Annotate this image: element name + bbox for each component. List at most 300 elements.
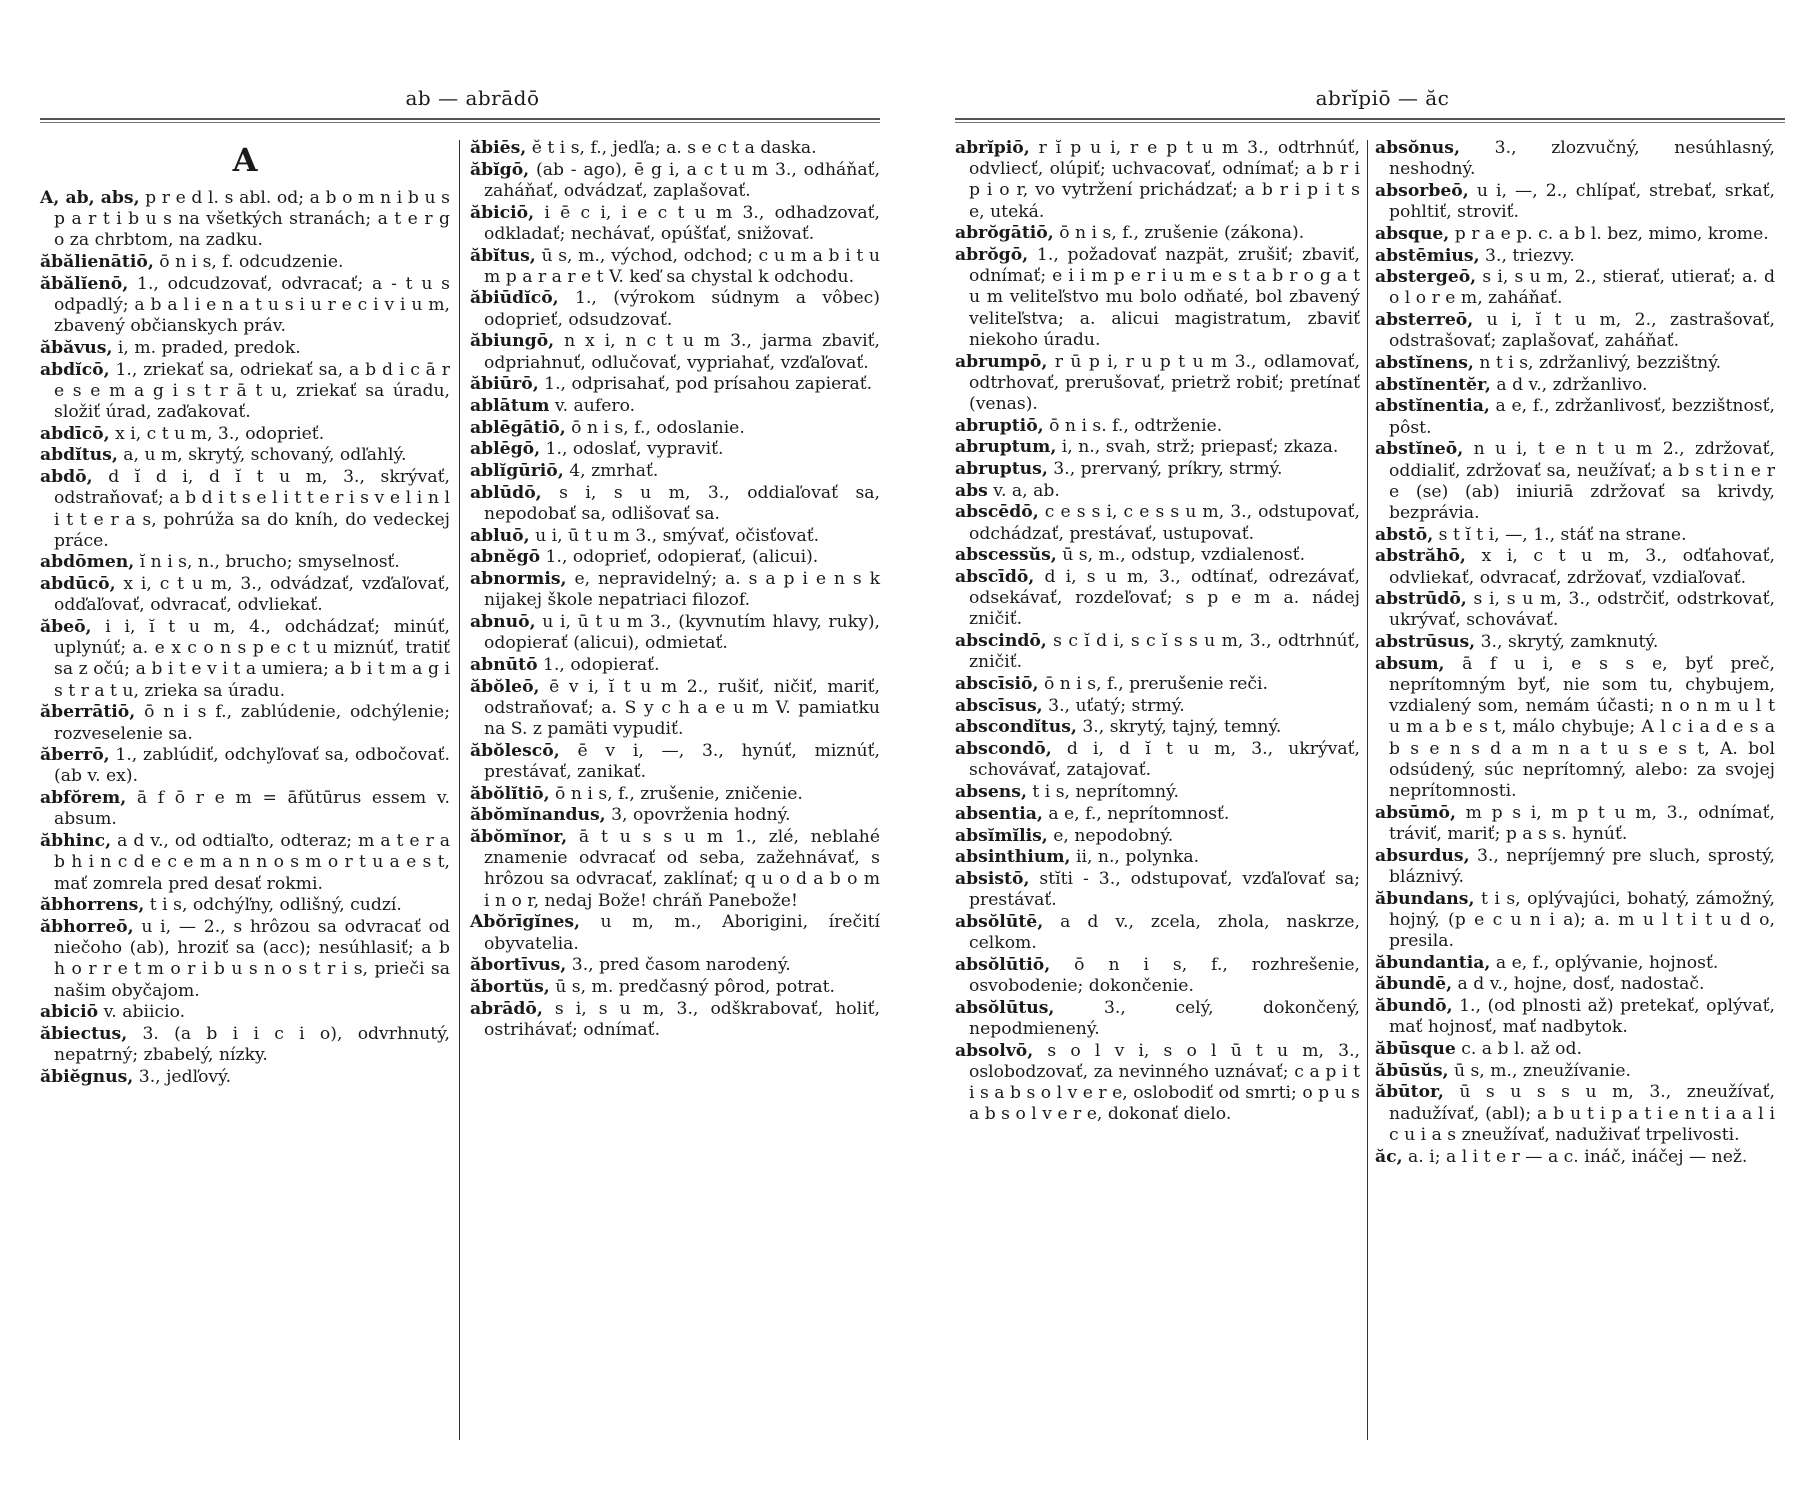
dictionary-entry — [955, 674, 1360, 695]
entry-headword: ăbŏmĭnandus, — [470, 805, 606, 826]
entry-headword: ăbortīvus, — [470, 955, 567, 976]
entry-definition: ō n i s, f., rozhrešenie, osvobodenie; dokončenie. — [969, 954, 1360, 996]
dictionary-entry — [1375, 632, 1775, 653]
entry-definition: ō n i s, f., zrušenie (zákona). — [1053, 223, 1305, 244]
dictionary-entry — [955, 481, 1360, 502]
dictionary-entry — [470, 396, 880, 417]
dictionary-entry — [470, 526, 880, 547]
entry-headword: abrŏgō, — [955, 245, 1029, 266]
entry-definition: ē v i, —, 3., hynúť, miznúť, prestávať, zanikať. — [484, 740, 880, 782]
entry-headword: abstrăhō, — [1375, 546, 1466, 567]
column-2 — [470, 138, 880, 1042]
entry-definition: 3., zlozvučný, nesúhlasný, neshodný. — [1389, 138, 1775, 180]
dictionary-entry — [1375, 375, 1775, 396]
dictionary-entry — [955, 352, 1360, 416]
entry-definition: e, nepodobný. — [1047, 825, 1174, 846]
entry-headword: absens, — [955, 782, 1027, 803]
entry-headword: absŏlūtē, — [955, 911, 1044, 932]
dictionary-entry — [470, 483, 880, 525]
entry-headword: absistō, — [955, 868, 1030, 889]
dictionary-entry — [955, 437, 1360, 458]
dictionary-entry — [470, 955, 880, 976]
entry-headword: ăberrō, — [40, 745, 110, 766]
entry-headword: absum, — [1375, 653, 1445, 674]
dictionary-entry — [40, 1067, 450, 1088]
dictionary-entry — [1375, 803, 1775, 845]
entry-definition: ē v i, ĭ t u m 2., rušiť, ničiť, mariť, odstraňovať; a. S y c h a e u m V. pamiatku na S. z pamäti vypudiť. — [484, 676, 880, 739]
entry-definition: u i, —, 2., chlípať, strebať, srkať, pohltiť, stroviť. — [1389, 180, 1775, 223]
entry-definition: s i, s u m, 3., odškrabovať, holiť, ostrihávať; odnímať. — [484, 998, 880, 1040]
dictionary-entry — [955, 631, 1360, 673]
dictionary-entry — [40, 895, 450, 916]
entry-headword: ăbălĭenō, — [40, 273, 129, 294]
entry-definition: ĕ t i s, f., jedľa; a. s e c t a daska. — [526, 138, 817, 158]
dictionary-entry — [40, 188, 450, 252]
dictionary-entry — [470, 612, 880, 654]
entry-headword: abdĭtus, — [40, 445, 118, 466]
column-rule-right — [1367, 140, 1368, 1440]
dictionary-entry — [955, 782, 1360, 803]
entry-definition: c. a b l. až od. — [1455, 1039, 1582, 1060]
entry-definition: n x i, n c t u m 3., jarma zbaviť, odpriahnuť, odlučovať, vypriahať, vzďaľovať. — [484, 331, 880, 373]
dictionary-entry — [40, 917, 450, 1002]
dictionary-entry — [1375, 1147, 1775, 1168]
entry-definition: s c ĭ d i, s c ĭ s s u m, 3., odtrhnúť, zničiť. — [969, 631, 1360, 673]
dictionary-entry — [955, 998, 1360, 1040]
entry-definition: a, u m, skrytý, schovaný, odľahlý. — [117, 445, 407, 466]
dictionary-entry — [470, 138, 880, 159]
entry-definition: u i, ū t u m 3., (kyvnutím hlavy, ruky), odopierať (alicui), odmietať. — [484, 611, 880, 654]
entry-headword: ăbhorreō, — [40, 916, 134, 937]
dictionary-entry — [1375, 974, 1775, 995]
dictionary-entry — [470, 805, 880, 826]
entry-headword: ablĭgūriō, — [470, 461, 564, 482]
entry-definition: 1., odcudzovať, odvracať; a - t u s odpadlý; a b a l i e n a t u s i u r e c i v i u m, zbavený občianskych práv. — [54, 273, 450, 337]
entry-headword: ăbĭtus, — [470, 245, 536, 266]
dictionary-entry — [470, 547, 880, 568]
dictionary-entry — [1375, 246, 1775, 267]
dictionary-entry — [470, 784, 880, 805]
entry-headword: absterreō, — [1375, 310, 1474, 331]
dictionary-entry — [1375, 889, 1775, 953]
entry-definition: i i, ĭ t u m, 4., odchádzať; minúť, uplynúť; a. e x c o n s p e c t u miznúť, tratiť sa z očú; a b i t e v i t a umiera; a b i t m a g i s t r a t u, zrieka sa úradu. — [54, 617, 450, 701]
dictionary-entry — [955, 739, 1360, 781]
entry-headword: ăbŏmĭnor, — [470, 827, 568, 847]
entry-definition: 3., nepríjemný pre sluch, sprostý, bláznivý. — [1389, 845, 1775, 887]
dictionary-entry — [1375, 953, 1775, 974]
entry-headword: absentia, — [955, 803, 1043, 824]
entry-headword: absŏlūtiō, — [955, 954, 1051, 975]
entry-headword: absque, — [1375, 223, 1450, 244]
entry-definition: m p s i, m p t u m, 3., odnímať, tráviť, mariť; p a s s. hynúť. — [1389, 802, 1775, 844]
right-page — [955, 0, 1810, 1500]
entry-definition: ū s, m., odstup, vzdialenosť. — [1056, 545, 1306, 566]
dictionary-entry — [470, 439, 880, 460]
dictionary-entry — [470, 331, 880, 373]
entry-headword: abrŏgātiō, — [955, 223, 1054, 244]
dictionary-entry — [40, 445, 450, 466]
entry-definition: ō n i s f., zablúdenie, odchýlenie; rozveselenie sa. — [54, 702, 450, 744]
entry-definition: 1., požadovať nazpät, zrušiť; zbaviť, odnímať; e i i m p e r i u m e s t a b r o g a t u m veliteľstvo mu bolo odňaté, bol zbavený veliteľstva; a. alicui magistratum, zbaviť niekoho úradu. — [969, 245, 1360, 350]
running-head-left: ab — abrādō — [405, 86, 540, 110]
dictionary-entry — [40, 1002, 450, 1023]
dictionary-entry — [40, 424, 450, 445]
entry-headword: abscindō, — [955, 631, 1047, 652]
entry-headword: ablēgō, — [470, 439, 541, 460]
entry-headword: abrĭpiō, — [955, 138, 1030, 158]
entry-definition: 3., skrytý, tajný, temný. — [1076, 717, 1282, 738]
entry-headword: absolvō, — [955, 1040, 1034, 1061]
entry-definition: ā f ō r e m = āfŭtūrus essem v. absum. — [54, 788, 450, 830]
entry-definition: v. abiicio. — [98, 1002, 186, 1023]
entry-headword: abdōmen, — [40, 552, 135, 573]
dictionary-entry — [470, 827, 880, 912]
entry-definition: ā t u s s u m 1., zlé, neblahé znamenie odvracať od seba, zažehnávať, s hrôzou sa odvracať, zaklínať; q u o d a b o m i n o r, nedaj Bože! chráň Panebože! — [484, 827, 880, 911]
entry-headword: abstĭnentĕr, — [1375, 374, 1491, 395]
entry-headword: absūmō, — [1375, 802, 1456, 823]
column-4 — [1375, 138, 1775, 1168]
entry-definition: 1., zablúdiť, odchyľovať sa, odbočovať. (ab v. ex). — [54, 745, 450, 787]
entry-definition: r ĭ p u i, r e p t u m 3., odtrhnúť, odvliecť, olúpiť; uchvacovať, odnímať; a b r i p i o r, vo vytržení prichádzať; a b r i p i t s e, uteká. — [969, 138, 1360, 222]
dictionary-entry — [1375, 267, 1775, 309]
entry-definition: r ū p i, r u p t u m 3., odlamovať, odtrhovať, prerušovať, prietrž robiť; pretínať (venas). — [969, 351, 1360, 414]
entry-definition: 3., prervaný, príkry, strmý. — [1047, 459, 1283, 480]
entry-headword: ăbhorrens, — [40, 895, 145, 916]
entry-headword: abruptum, — [955, 437, 1057, 458]
dictionary-entry — [40, 574, 450, 616]
entry-definition: ū s, m. predčasný pôrod, potrat. — [549, 976, 836, 997]
entry-headword: ăbiungō, — [470, 331, 555, 352]
entry-headword: abluō, — [470, 525, 530, 546]
entry-headword: absorbeō, — [1375, 180, 1469, 201]
dictionary-entry — [1375, 996, 1775, 1038]
entry-definition: 1., odoslať, vypraviť. — [540, 439, 724, 460]
entry-headword: ăbeō, — [40, 617, 92, 638]
dictionary-entry — [470, 912, 880, 954]
entry-headword: absŏnus, — [1375, 138, 1460, 158]
entry-definition: d ĭ d i, d ĭ t u m, 3., skrývať, odstraňovať; a b d i t s e l i t t e r i s v e l i n l i t t e r a s, pohrúža sa do kníh, do vedeckej práce. — [54, 467, 450, 551]
entry-headword: ăbiĕgnus, — [40, 1066, 134, 1087]
dictionary-entry — [470, 677, 880, 741]
entry-definition: ĭ n i s, n., brucho; smyselnosť. — [134, 552, 400, 573]
dictionary-entry — [955, 545, 1360, 566]
entry-headword: Abŏrīgĭnes, — [470, 912, 581, 933]
dictionary-entry — [1375, 846, 1775, 888]
entry-definition: n t i s, zdržanlivý, bezzištný. — [1473, 353, 1722, 374]
entry-headword: absurdus, — [1375, 845, 1470, 866]
entry-headword: abdō, — [40, 467, 93, 488]
entry-definition: c e s s i, c e s s u m, 3., odstupovať, odchádzať, prestávať, ustupovať. — [969, 502, 1360, 544]
entry-headword: ăbortŭs, — [470, 976, 550, 997]
header-rule-left — [40, 118, 880, 123]
entry-definition: a d v., od odtiaľto, odteraz; m a t e r a b h i n c d e c e m a n n o s m o r t u a e s t, mať zomrela pred desať rokmi. — [54, 831, 450, 894]
entry-definition: a e, f., oplývanie, hojnosť. — [1490, 952, 1719, 973]
entry-definition: ō n i s, f., zrušenie, zničenie. — [549, 783, 803, 804]
entry-definition: ō n i s, f., prerušenie reči. — [1038, 674, 1268, 695]
column-rule-left — [459, 140, 460, 1440]
entry-headword: ăbiūrō, — [470, 374, 539, 395]
entry-headword: ăbūsŭs, — [1375, 1060, 1449, 1081]
dictionary-entry — [1375, 353, 1775, 374]
entry-definition: p r e d l. s abl. od; a b o m n i b u s p a r t i b u s na všetkých stranách; a t e r g o za chrbtom, na zadku. — [54, 188, 450, 251]
entry-headword: ăbiūdĭcō, — [470, 288, 559, 309]
entry-definition: x i, c t u m, 3., odťahovať, odvliekať, odvracať, zdržovať, vzdiaľovať. — [1389, 546, 1775, 588]
header-rule-right — [955, 118, 1785, 123]
entry-headword: abscīsus, — [955, 695, 1043, 716]
entry-headword: abdūcō, — [40, 574, 116, 595]
entry-headword: ăbŏlescō, — [470, 740, 560, 761]
entry-headword: ăbŏleō, — [470, 676, 540, 697]
entry-definition: p r a e p. c. a b l. bez, mimo, krome. — [1449, 223, 1769, 244]
entry-headword: ăbundē, — [1375, 974, 1453, 995]
entry-headword: abstrūsus, — [1375, 632, 1476, 653]
entry-headword: A, ab, abs, — [40, 188, 140, 208]
entry-definition: 3., skrytý, zamknutý. — [1475, 632, 1659, 653]
entry-headword: ăbhinc, — [40, 831, 112, 852]
entry-headword: ăbiēs, — [470, 138, 527, 158]
dictionary-entry — [955, 416, 1360, 437]
dictionary-entry — [955, 502, 1360, 544]
dictionary-entry — [1375, 310, 1775, 352]
entry-definition: v. a, ab. — [987, 480, 1060, 501]
entry-definition: 3., pred časom narodený. — [566, 955, 791, 976]
dictionary-entry — [40, 788, 450, 830]
entry-headword: abscēdō, — [955, 502, 1039, 523]
entry-definition: d i, s u m, 3., odtínať, odrezávať, odsekávať, rozdeľovať; s p e m a. nádej zničiť. — [969, 567, 1360, 630]
dictionary-entry — [1375, 654, 1775, 802]
entry-definition: ō n i s, f., odoslanie. — [565, 417, 745, 438]
entry-definition: 3. (a b i i c i o), odvrhnutý, nepatrný; zbabelý, nízky. — [54, 1023, 450, 1066]
dictionary-entry — [1375, 1039, 1775, 1060]
dictionary-entry — [470, 741, 880, 783]
entry-headword: abscīdō, — [955, 567, 1035, 588]
dictionary-entry — [470, 160, 880, 202]
entry-definition: a d v., zcela, zhola, naskrze, celkom. — [969, 911, 1360, 954]
dictionary-entry — [955, 1041, 1360, 1126]
entry-definition: stĭti - 3., odstupovať, vzďaľovať sa; prestávať. — [969, 868, 1360, 911]
dictionary-entry — [955, 717, 1360, 738]
dictionary-entry — [470, 203, 880, 245]
dictionary-entry — [955, 696, 1360, 717]
entry-headword: absŏlūtus, — [955, 997, 1055, 1018]
entry-headword: abs — [955, 480, 988, 501]
dictionary-entry — [1375, 224, 1775, 245]
entry-definition: x i, c t u m, 3., odoprieť. — [109, 423, 325, 444]
entry-definition: a. i; a l i t e r — a c. ináč, ináčej — než. — [1402, 1146, 1748, 1167]
running-head-right: abrĭpiō — ăc — [1315, 86, 1450, 110]
entry-headword: ablūdō, — [470, 482, 542, 503]
entry-definition: t i s, neprítomný. — [1026, 782, 1179, 803]
entry-definition: 3., jedľový. — [133, 1066, 232, 1087]
entry-headword: ăbundō, — [1375, 996, 1453, 1017]
entry-headword: ăbūtor, — [1375, 1082, 1444, 1103]
entry-definition: i, n., svah, strž; priepasť; zkaza. — [1056, 437, 1339, 458]
entry-headword: abdīcō, — [40, 423, 110, 444]
dictionary-entry — [40, 702, 450, 744]
dictionary-entry — [40, 252, 450, 273]
entry-headword: abruptiō, — [955, 415, 1044, 436]
dictionary-entry — [470, 418, 880, 439]
dictionary-entry — [1375, 138, 1775, 180]
dictionary-entry — [40, 467, 450, 552]
dictionary-entry — [40, 745, 450, 787]
dictionary-entry — [955, 138, 1360, 223]
entry-definition: s o l v i, s o l ū t u m, 3., oslobodzovať, za nevinného uznávať; c a p i t i s a b s o l v e r e, oslobodiť od smrti; o p u s a b s o l v e r e, dokonať dielo. — [969, 1040, 1360, 1125]
entry-definition: a e, f., zdržanlivosť, bezzištnosť, pôst. — [1389, 396, 1775, 438]
entry-definition: s i, s u m, 3., odstrčiť, odstrkovať, ukrývať, schovávať. — [1389, 589, 1775, 631]
dictionary-entry — [955, 847, 1360, 868]
column-1 — [40, 138, 450, 1089]
dictionary-entry — [1375, 396, 1775, 438]
entry-headword: ăbĭgō, — [470, 159, 530, 180]
letter-heading: A — [232, 141, 258, 179]
entry-headword: abiciō — [40, 1002, 99, 1023]
entry-definition: t i s, oplývajúci, bohatý, zámožný, hojný, (p e c u n i a); a. m u l t i t u d o, presila. — [1389, 888, 1775, 952]
entry-definition: v. aufero. — [549, 395, 636, 416]
entry-definition: 1., odopierať. — [537, 654, 660, 675]
entry-headword: abscondĭtus, — [955, 717, 1077, 738]
entry-headword: ăbălienātiō, — [40, 252, 154, 273]
entry-headword: ablēgātiō, — [470, 417, 566, 438]
entry-definition: 3., uťatý; strmý. — [1042, 695, 1185, 716]
entry-definition: ū s u s s u m, 3., zneužívať, nadužívať, (abl); a b u t i p a t i e n t i a a l i c u i a s zneužívať, naduživať trpelivosti. — [1389, 1082, 1775, 1145]
entry-definition: u i, ū t u m 3., smývať, očisťovať. — [529, 525, 820, 546]
entry-headword: ăc, — [1375, 1146, 1403, 1167]
dictionary-entry — [955, 955, 1360, 997]
entry-headword: ăbŏlĭtiō, — [470, 783, 550, 804]
dictionary-entry — [1375, 589, 1775, 631]
dictionary-entry — [40, 552, 450, 573]
dictionary-entry — [470, 569, 880, 611]
entry-headword: abstĭnentia, — [1375, 396, 1490, 417]
entry-headword: abstō, — [1375, 524, 1434, 545]
dictionary-entry — [1375, 1061, 1775, 1082]
dictionary-entry — [470, 374, 880, 395]
entry-headword: abnĕgō — [470, 547, 541, 568]
entry-headword: abnūtō — [470, 654, 538, 675]
entry-headword: absinthium, — [955, 847, 1071, 868]
dictionary-entry — [40, 1024, 450, 1066]
entry-headword: ăbundantia, — [1375, 952, 1491, 973]
entry-headword: abscondō, — [955, 739, 1052, 760]
dictionary-entry — [955, 459, 1360, 480]
entry-headword: abscīsiō, — [955, 674, 1039, 695]
entry-headword: abscessŭs, — [955, 545, 1057, 566]
dictionary-entry — [955, 826, 1360, 847]
dictionary-entry — [470, 977, 880, 998]
dictionary-entry — [955, 912, 1360, 954]
entry-definition: 3., triezvy. — [1479, 245, 1575, 266]
entry-headword: abstergeō, — [1375, 267, 1477, 288]
entry-definition: ii, n., polynka. — [1070, 847, 1200, 868]
entry-headword: ăberrātiō, — [40, 702, 136, 723]
dictionary-entry — [955, 223, 1360, 244]
entry-headword: abrumpō, — [955, 351, 1048, 372]
dictionary-entry — [40, 617, 450, 702]
entry-headword: abfŏrem, — [40, 788, 127, 809]
entry-headword: abstēmius, — [1375, 245, 1480, 266]
entry-headword: absĭmĭlis, — [955, 825, 1048, 846]
dictionary-entry — [1375, 546, 1775, 588]
dictionary-entry — [955, 869, 1360, 911]
entry-definition: u i, ĭ t u m, 2., zastrašovať, odstrašovať; zaplašovať, zaháňať. — [1389, 310, 1775, 352]
dictionary-entry — [470, 655, 880, 676]
entry-headword: abdĭcō, — [40, 359, 110, 380]
dictionary-entry — [955, 245, 1360, 351]
entry-headword: abruptus, — [955, 459, 1048, 480]
entry-headword: abstrūdō, — [1375, 589, 1467, 610]
dictionary-entry — [1375, 525, 1775, 546]
entry-definition: ō n i s. f., odtrženie. — [1043, 415, 1223, 436]
dictionary-entry — [470, 461, 880, 482]
entry-definition: ū s, m., východ, odchod; c u m a b i t u m p a r a r e t V. keď sa chystal k odchodu. — [484, 245, 880, 287]
entry-definition: s i, s u m, 2., stierať, utierať; a. d o l o r e m, zaháňať. — [1389, 267, 1775, 309]
entry-headword: abstĭnens, — [1375, 353, 1474, 374]
dictionary-entry — [470, 999, 880, 1041]
entry-definition: x i, c t u m, 3., odvádzať, vzďaľovať, odďaľovať, odvracať, odvliekať. — [54, 574, 450, 616]
entry-headword: ăbăvus, — [40, 337, 113, 358]
entry-headword: abnuō, — [470, 611, 536, 632]
dictionary-entry — [1375, 439, 1775, 524]
column-3 — [955, 138, 1360, 1126]
dictionary-entry — [470, 288, 880, 330]
entry-definition: 1., odoprieť, odopierať, (alicui). — [540, 547, 819, 568]
entry-headword: abstĭneō, — [1375, 439, 1464, 460]
entry-definition: 3, opovrženia hodný. — [605, 805, 791, 826]
entry-definition: a d v., hojne, dosť, nadostač. — [1452, 974, 1705, 995]
entry-definition: s i, s u m, 3., oddiaľovať sa, nepodobať sa, odlišovať sa. — [484, 482, 880, 524]
dictionary-entry — [1375, 1082, 1775, 1146]
entry-headword: abnormis, — [470, 569, 567, 590]
dictionary-entry — [955, 567, 1360, 631]
entry-definition: 1., (od plnosti až) pretekať, oplývať, mať hojnosť, mať nadbytok. — [1389, 996, 1775, 1038]
dictionary-entry — [40, 274, 450, 338]
entry-definition: 3., celý, dokončený, nepodmienený. — [969, 997, 1360, 1039]
entry-definition: a e, f., neprítomnosť. — [1042, 803, 1230, 824]
entry-definition: n u i, t e n t u m 2., zdržovať, oddialiť, zdržovať sa, neužívať; a b s t i n e r e (se) (ab) iniuriā zdržovať sa krivdy, bezprávia. — [1389, 439, 1775, 523]
entry-definition: ā f u i, e s s e, byť preč, neprítomným byť, nie som tu, chybujem, vzdialený som, nemám účasti; n o n m u l t u m a b e s t, málo chybuje; A l c i a d e s a b s e n s d a m n a t u s e s t, A. bol odsúdený, súc neprítomný, alebo: za svojej neprítomnosti. — [1389, 653, 1775, 802]
entry-definition: u i, — 2., s hrôzou sa odvracať od niečoho (ab), hroziť sa (acc); nesúhlasiť; a b h o r r e t m o r i b u s n o s t r i s, prieči sa našim obyčajom. — [54, 916, 450, 1001]
entry-definition: u m, m., Aborigini, írečití obyvatelia. — [484, 912, 880, 954]
entry-definition: ō n i s, f. odcudzenie. — [153, 252, 344, 273]
dictionary-entry — [470, 246, 880, 288]
entry-definition: 4, zmrhať. — [563, 461, 659, 482]
dictionary-entry — [955, 804, 1360, 825]
entry-definition: 1., zriekať sa, odriekať sa, a b d i c ā r e s e m a g i s t r ā t u, zriekať sa úradu, složiť úrad, zaďakovať. — [54, 359, 450, 423]
entry-definition: a d v., zdržanlivo. — [1490, 374, 1648, 395]
entry-headword: ăbūsque — [1375, 1039, 1456, 1060]
entry-headword: ăbiciō, — [470, 202, 535, 223]
entry-headword: ăbiectus, — [40, 1023, 128, 1044]
dictionary-entry — [40, 831, 450, 895]
entry-headword: abrādō, — [470, 998, 543, 1019]
entry-definition: s t ĭ t i, —, 1., stáť na strane. — [1433, 524, 1687, 545]
entry-definition: e, nepravidelný; a. s a p i e n s k nijakej škole nepatriaci filozof. — [484, 569, 880, 611]
entry-definition: 1., odprisahať, pod prísahou zapierať. — [538, 374, 873, 395]
entry-definition: i ē c i, i e c t u m 3., odhadzovať, odkladať; nechávať, opúšťať, snižovať. — [484, 202, 880, 244]
dictionary-entry — [40, 338, 450, 359]
entry-definition: ū s, m., zneužívanie. — [1448, 1060, 1631, 1081]
entry-definition: d i, d ĭ t u m, 3., ukrývať, schovávať, zatajovať. — [969, 739, 1360, 781]
dictionary-entry — [1375, 181, 1775, 223]
entry-definition: (ab - ago), ē g i, a c t u m 3., odháňať, zaháňať, odvádzať, zaplašovať. — [484, 159, 880, 201]
entry-headword: ăbundans, — [1375, 888, 1475, 909]
entry-headword: ablātum — [470, 395, 550, 416]
entry-definition: i, m. praded, predok. — [112, 337, 301, 358]
dictionary-entry — [40, 360, 450, 424]
entry-definition: 1., (výrokom súdnym a vôbec) odoprieť, odsudzovať. — [484, 288, 880, 330]
entry-definition: t i s, odchýľny, odlišný, cudzí. — [144, 895, 402, 916]
